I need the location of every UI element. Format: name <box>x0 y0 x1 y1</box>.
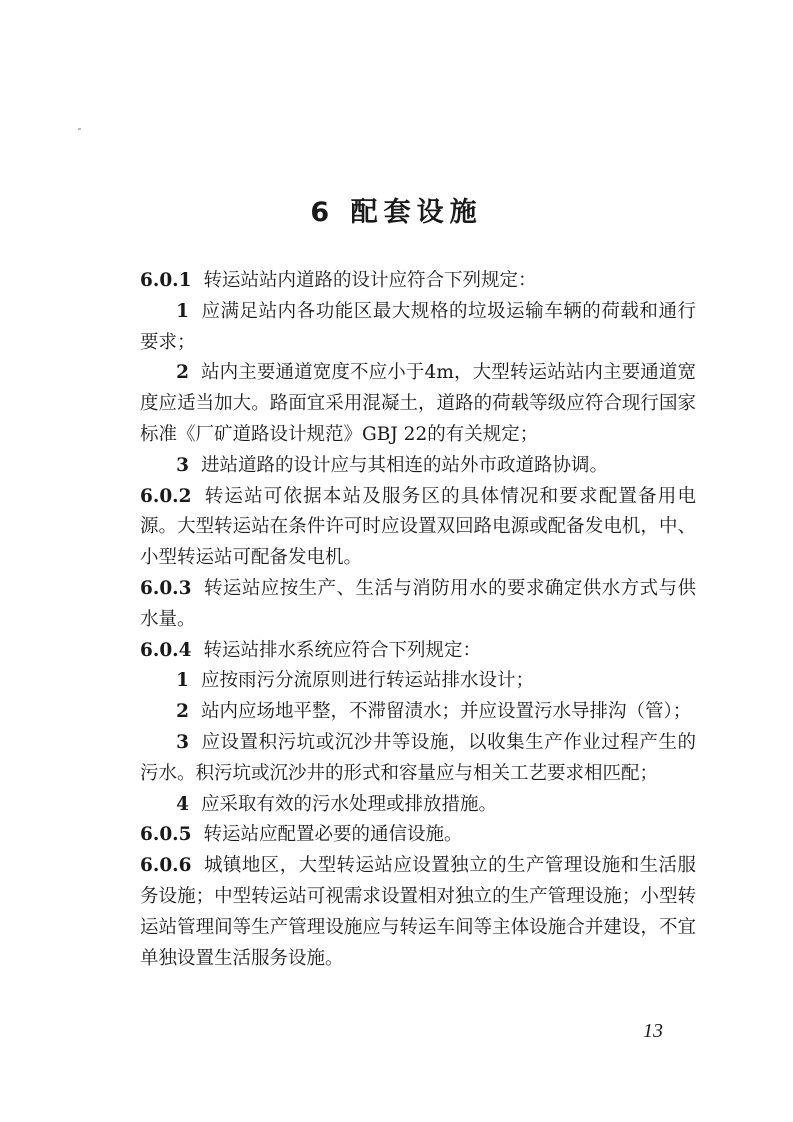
list-item <box>140 666 696 697</box>
item-number: 2 <box>176 362 189 384</box>
item-number: 3 <box>176 731 189 753</box>
page-number: 13 <box>643 1020 663 1042</box>
item-text: 应设置积污坑或沉沙井等设施，以收集生产作业过程产生的污水。积污坑或沉沙井的形式和容量应与相关工艺要求相匹配； <box>140 731 696 784</box>
list-item <box>140 790 696 821</box>
clause-text: 转运站站内道路的设计应符合下列规定： <box>203 270 537 291</box>
list-item <box>140 697 696 728</box>
clause-text: 转运站可依据本站及服务区的具体情况和要求配置备用电源。大型转运站在条件许可时应设置双回路电源或配备发电机，中、小型转运站可配备发电机。 <box>140 485 696 569</box>
list-item <box>140 297 696 359</box>
clause-text: 城镇地区，大型转运站应设置独立的生产管理设施和生活服务设施；中型转运站可视需求设置相对独立的生产管理设施；小型转运站管理间等生产管理设施应与转运车间等主体设施合并建设，不宜单独设置生活服务设施。 <box>140 855 696 969</box>
item-text: 站内应场地平整，不滞留渍水；并应设置污水导排沟（管）； <box>200 701 692 723</box>
clause-6-0-1 <box>140 266 696 297</box>
list-item <box>140 358 696 450</box>
clause-number: 6.0.5 <box>140 824 192 846</box>
list-item <box>140 451 696 482</box>
clause-6-0-4 <box>140 636 696 667</box>
item-number: 4 <box>176 793 189 815</box>
item-number: 3 <box>176 454 189 476</box>
item-text: 应按雨污分流原则进行转运站排水设计； <box>200 670 534 692</box>
item-text: 站内主要通道宽度不应小于4m，大型转运站站内主要通道宽度应适当加大。路面宜采用混凝土，道路的荷载等级应符合现行国家标准《厂矿道路设计规范》GBJ 22的有关规定； <box>140 362 696 445</box>
clause-number: 6.0.6 <box>140 855 192 877</box>
clause-text: 转运站应按生产、生活与消防用水的要求确定供水方式与供水量。 <box>140 577 696 630</box>
clause-number: 6.0.2 <box>140 485 192 507</box>
clause-6-0-6 <box>140 851 696 974</box>
clause-6-0-5 <box>140 820 696 851</box>
chapter-title: 6 配套设施 <box>310 197 483 228</box>
list-item <box>140 728 696 790</box>
chapter-body <box>140 266 696 974</box>
item-text: 应满足站内各功能区最大规格的垃圾运输车辆的荷载和通行要求； <box>140 300 696 353</box>
clause-text: 转运站排水系统应符合下列规定： <box>203 639 482 661</box>
clause-number: 6.0.4 <box>140 639 192 661</box>
clause-text: 转运站应配置必要的通信设施。 <box>203 824 463 846</box>
item-text: 应采取有效的污水处理或排放措施。 <box>200 793 497 815</box>
clause-6-0-2 <box>140 482 696 574</box>
item-number: 1 <box>176 670 189 692</box>
item-number: 2 <box>176 701 189 723</box>
item-number: 1 <box>176 300 189 322</box>
clause-number: 6.0.1 <box>140 270 192 291</box>
clause-6-0-3 <box>140 574 696 636</box>
clause-number: 6.0.3 <box>140 577 192 599</box>
scan-speck <box>78 128 81 130</box>
item-text: 进站道路的设计应与其相连的站外市政道路协调。 <box>200 454 608 476</box>
